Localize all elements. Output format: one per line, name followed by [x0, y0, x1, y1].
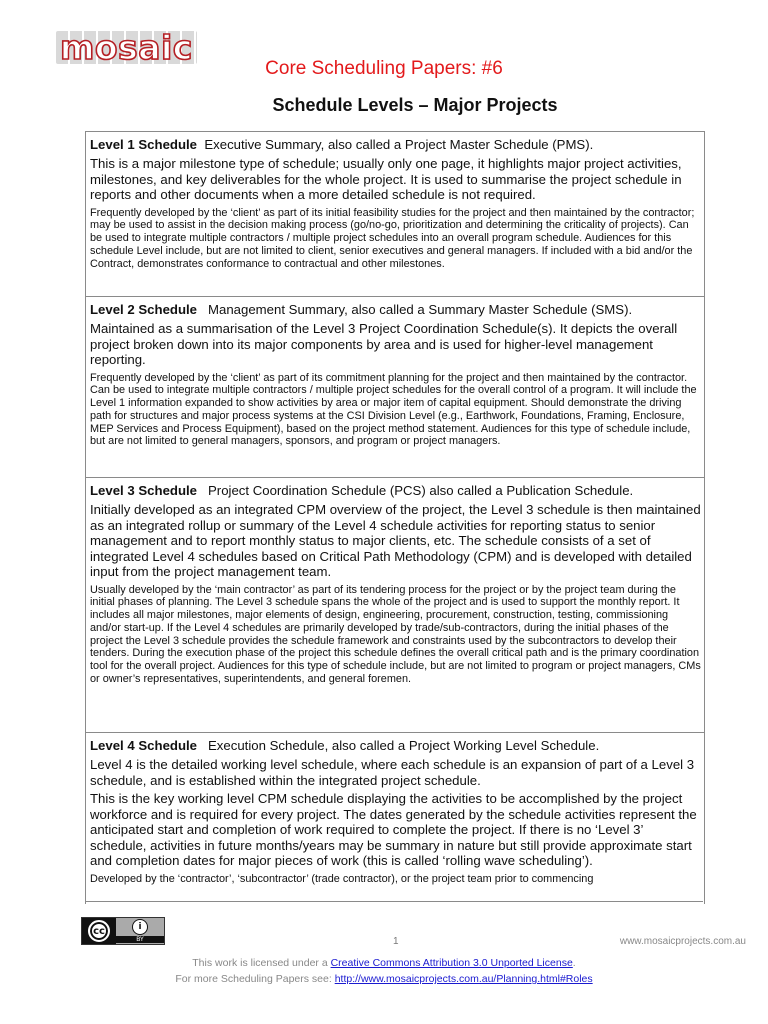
- level-2-description: Maintained as a summarisation of the Level 3 Project Coordination Schedule(s). It depicts the overall project broken down into its major components by area and is used for higher-level management reporting.: [90, 321, 678, 367]
- cc-badge-left: [82, 918, 116, 944]
- level-3-cell: [86, 478, 704, 733]
- level-4-heading: [90, 737, 701, 754]
- level-4-cell: [86, 733, 704, 904]
- license-prefix: This work is licensed under a: [192, 957, 331, 969]
- level-4-subtitle: Execution Schedule, also called a Project Working Level Schedule.: [208, 738, 600, 753]
- cc-by-badge[interactable]: [81, 917, 165, 945]
- license-notice: [0, 957, 768, 969]
- license-suffix: .: [572, 957, 576, 969]
- level-4-description: Level 4 is the detailed working level schedule, where each schedule is an expansion of part of a Level 3 schedule, and is established within the integrated project schedule.: [90, 757, 695, 788]
- mosaic-logo: [56, 27, 224, 67]
- level-1-name: Level 1 Schedule: [90, 137, 198, 152]
- page-number: 1: [393, 936, 399, 947]
- level-1-heading: [90, 136, 701, 153]
- level-4-description-2: This is the key working level CPM schedule displaying the activities to be accomplished by the project workforce and is required for every project. The dates generated by the schedule activities represent the anticipated start and completion of work required to complete the project. If there is no ‘Level 3’ schedule, activities in future months/years may be summary in nature but still provide approximate start and completion dates for major pieces of work (this is called ‘rolling wave scheduling’).: [90, 791, 697, 868]
- level-2-heading: [90, 301, 701, 318]
- footer-divider: [85, 901, 703, 902]
- license-link[interactable]: Creative Commons Attribution 3.0 Unported License: [330, 957, 573, 969]
- level-1-cell: [86, 132, 704, 297]
- series-title: Core Scheduling Papers: #6: [265, 58, 503, 79]
- level-4-details: Developed by the ‘contractor’, ‘subcontractor’ (trade contractor), or the project team prior to commencing: [90, 872, 594, 885]
- level-1-subtitle: Executive Summary, also called a Project Master Schedule (PMS).: [204, 137, 594, 152]
- level-2-cell: [86, 297, 704, 478]
- level-3-details: Usually developed by the ‘main contractor’ as part of its tendering process for the project or by the project team during the initial phases of planning. The Level 3 schedule spans the whole of the project and is used to support the monthly report. It includes all major milestones, major elements of design, engineering, procurement, construction, testing, commissioning and/or start-up. If the Level 4 schedules are primarily developed by trade/sub-contractors, during the initial phases of the project the Level 3 schedule provides the schedule framework and constraints used by the subcontractors to develop their tenders. During the execution phase of the project this schedule defines the overall critical path and is the primary coordination tool for the overall project. Audiences for this type of schedule include, but are not limited to program or project managers, CMs or owner’s representatives, superintendents, and general foremen.: [90, 583, 701, 686]
- level-4-name: Level 4 Schedule: [90, 738, 198, 753]
- creative-commons-icon: cc: [88, 920, 110, 942]
- attribution-icon: i: [132, 919, 148, 935]
- more-prefix: For more Scheduling Papers see:: [175, 973, 335, 985]
- level-2-subtitle: Management Summary, also called a Summary Master Schedule (SMS).: [208, 302, 633, 317]
- footer-site-url: www.mosaicprojects.com.au: [619, 936, 746, 947]
- level-3-subtitle: Project Coordination Schedule (PCS) also called a Publication Schedule.: [208, 483, 634, 498]
- level-3-name: Level 3 Schedule: [90, 483, 198, 498]
- cc-badge-right: [116, 918, 164, 944]
- level-1-description: This is a major milestone type of schedule; usually only one page, it highlights major project activities, milestones, and key deliverables for the whole project. It is used to summarise the project schedule in reports and other documents when a more detailed schedule is not required.: [90, 156, 682, 202]
- page-title: Schedule Levels – Major Projects: [272, 95, 558, 115]
- schedule-levels-table: [85, 131, 705, 904]
- level-3-heading: [90, 482, 701, 499]
- by-label: BY: [116, 936, 164, 943]
- level-3-description: Initially developed as an integrated CPM overview of the project, the Level 3 schedule is then maintained as an integrated rollup or summary of the Level 4 schedule activities for reporting status to senior management and to report monthly status to major clients, etc. The schedule consists of a set of integrated Level 4 schedules based on Critical Path Methodology (CPM) and is developed with detailed input from the project management team.: [90, 502, 701, 579]
- more-papers-notice: [0, 973, 768, 985]
- level-2-name: Level 2 Schedule: [90, 302, 198, 317]
- logo-wordmark: mosaic: [56, 31, 197, 64]
- more-papers-link[interactable]: http://www.mosaicprojects.com.au/Planning.html#Roles: [334, 973, 593, 985]
- level-2-details: Frequently developed by the ‘client’ as part of its commitment planning for the project and then maintained by the contractor. Can be used to integrate multiple contractors / multiple project schedules for the overall control of a program. It will include the Level 1 information expanded to show activities by area or major item of capital equipment. Should demonstrate the driving path for structures and major process systems at the CSI Division Level (e.g., Earthwork, Foundations, Framing, Enclosure, MEP Services and Process Equipment), based on the project method statement. Audiences for this type of schedule include, but are not limited to general managers, sponsors, and program or project managers.: [90, 371, 697, 448]
- level-1-details: Frequently developed by the ‘client’ as part of its initial feasibility studies for the project and then maintained by the contractor; may be used to assist in the decision making process (go/no-go, prioritization and determining the criticality of projects). Can be used to integrate multiple contractors / multiple project schedules into an overall program schedule. Audiences for this schedule Level include, but are not limited to client, senior executives and general managers. If included with a bid and/or the Contract, demonstrates conformance to contractual and other milestones.: [90, 206, 695, 270]
